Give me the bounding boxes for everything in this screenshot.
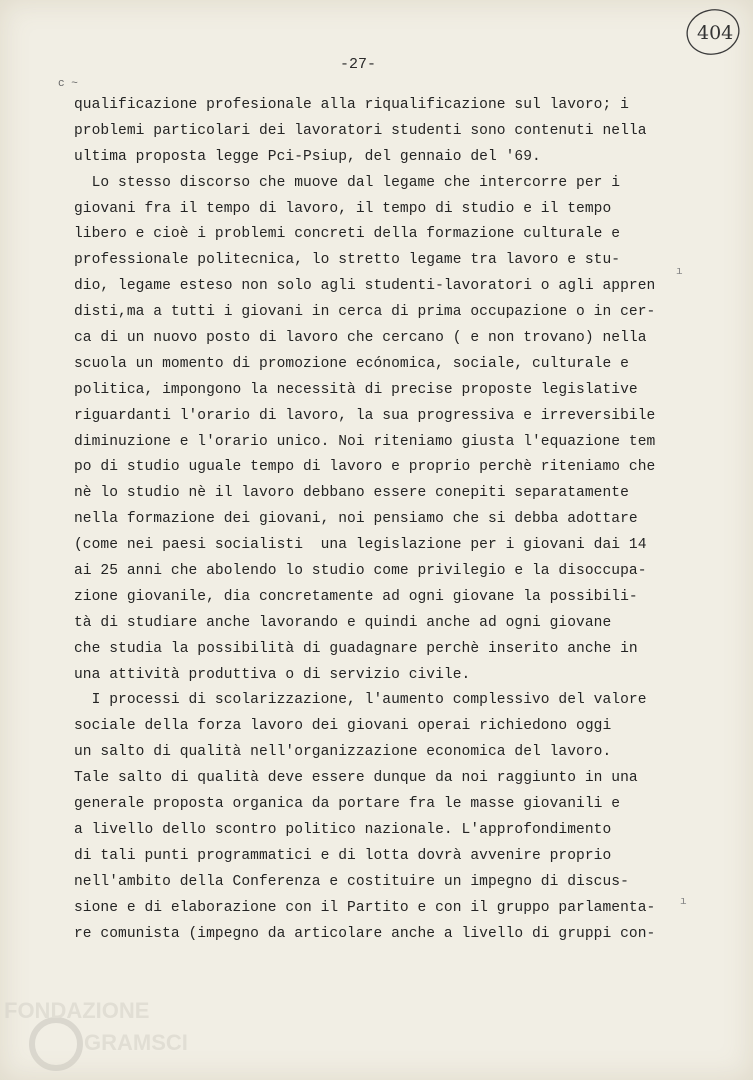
text-line: che studia la possibilità di guadagnare perchè inserito anche in xyxy=(74,640,638,657)
text-line: ca di un nuovo posto di lavoro che cercano ( e non trovano) nella xyxy=(74,330,647,347)
text-line: scuola un momento di promozione ecónomica, sociale, culturale e xyxy=(74,355,629,372)
text-line: re comunista (impegno da articolare anche a livello di gruppi con- xyxy=(74,925,656,942)
text-line: po di studio uguale tempo di lavoro e proprio perchè riteniamo che xyxy=(74,459,656,476)
archive-number-text: 404 xyxy=(697,22,734,44)
watermark-line1: FONDAZIONE xyxy=(4,998,150,1023)
text-line: nell'ambito della Conferenza e costituire un impegno di discus- xyxy=(74,873,629,890)
text-line: ai 25 anni che abolendo lo studio come privilegio e la disoccupa- xyxy=(74,563,647,580)
text-line: dio, legame esteso non solo agli studenti-lavoratori o agli appren xyxy=(74,278,656,295)
text-line: generale proposta organica da portare fra le masse giovanili e xyxy=(74,796,621,813)
text-line: nè lo studio nè il lavoro debbano essere conepiti separatamente xyxy=(74,485,629,502)
text-line: a livello dello scontro politico nazionale. L'approfondimento xyxy=(74,821,612,838)
margin-tick: ı xyxy=(676,266,683,278)
text-line: I processi di scolarizzazione, l'aumento complessivo del valore xyxy=(74,692,647,709)
text-line: di tali punti programmatici e di lotta dovrà avvenire proprio xyxy=(74,847,612,864)
foundation-watermark xyxy=(0,990,230,1080)
text-line: tà di studiare anche lavorando e quindi anche ad ogni giovane xyxy=(74,614,612,631)
text-line: qualificazione profesionale alla riqualificazione sul lavoro; i xyxy=(74,97,629,113)
text-line: giovani fra il tempo di lavoro, il tempo di studio e il tempo xyxy=(74,200,612,217)
page-number: -27- xyxy=(340,56,377,73)
text-line: libero e cioè i problemi concreti della formazione culturale e xyxy=(74,226,621,243)
text-line: disti,ma a tutti i giovani in cerca di prima occupazione o in cer- xyxy=(74,304,656,321)
text-line: Lo stesso discorso che muove dal legame che intercorre per i xyxy=(74,174,621,191)
text-line: diminuzione e l'orario unico. Noi riteniamo giusta l'equazione tem xyxy=(74,433,656,450)
text-line: politica, impongono la necessità di precise proposte legislative xyxy=(74,381,638,398)
margin-scribble: c ~ xyxy=(58,78,78,90)
text-line: una attività produttiva o di servizio civile. xyxy=(74,666,471,683)
text-line: nella formazione dei giovani, noi pensiamo che si debba adottare xyxy=(74,511,638,528)
margin-tick: ı xyxy=(680,896,687,908)
text-line: sione e di elaborazione con il Partito e con il gruppo parlamenta- xyxy=(74,899,656,916)
text-line: professionale politecnica, lo stretto legame tra lavoro e stu- xyxy=(74,252,621,269)
text-line: zione giovanile, dia concretamente ad ogni giovane la possibili- xyxy=(74,588,638,605)
text-line: Tale salto di qualità deve essere dunque da noi raggiunto in una xyxy=(74,770,638,787)
archive-stamp-handwritten xyxy=(684,6,742,58)
text-line: un salto di qualità nell'organizzazione economica del lavoro. xyxy=(74,744,612,761)
text-line: sociale della forza lavoro dei giovani operai richiedono oggi xyxy=(74,718,612,735)
text-line: ultima proposta legge Pci-Psiup, del gennaio del '69. xyxy=(74,148,541,165)
body-text xyxy=(74,93,714,947)
watermark-line2: GRAMSCI xyxy=(84,1030,188,1055)
text-line: (come nei paesi socialisti una legislazione per i giovani dai 14 xyxy=(74,537,647,554)
text-line: riguardanti l'orario di lavoro, la sua progressiva e irreversibile xyxy=(74,407,656,424)
text-line: problemi particolari dei lavoratori studenti sono contenuti nella xyxy=(74,122,647,139)
